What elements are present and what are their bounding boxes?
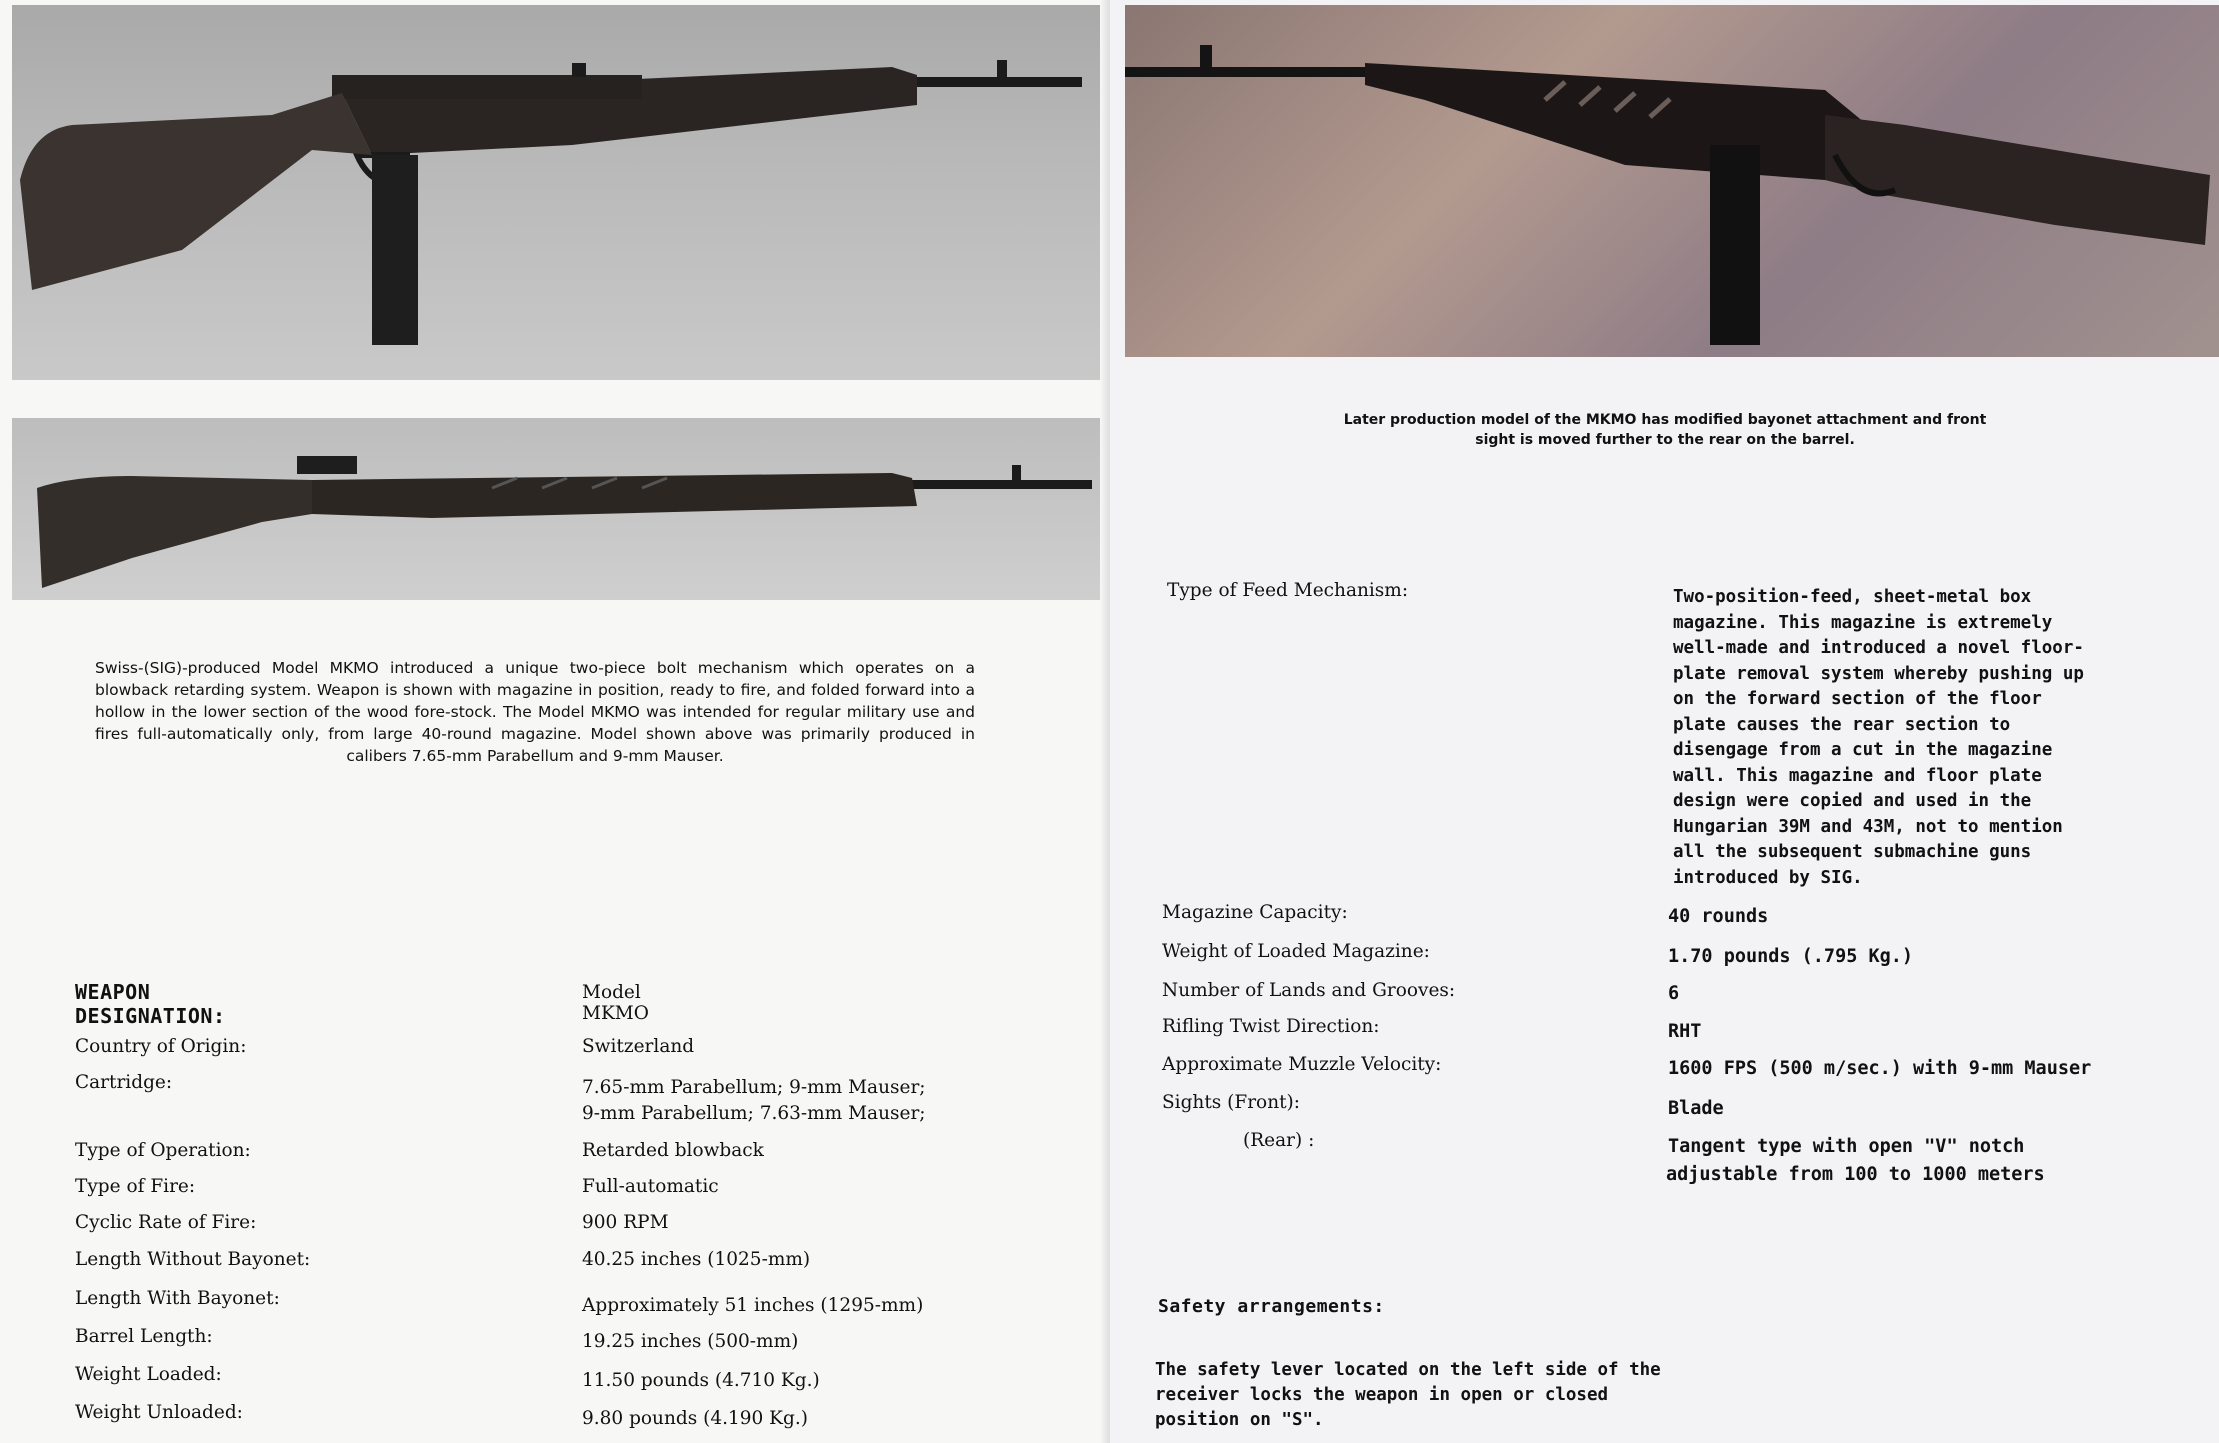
caption-left-photos: Swiss-(SIG)-produced Model MKMO introduced a unique two-piece bolt mechanism which operates on a blowback retarding system. Weapon is shown with magazine in position, ready to fire, and folded forward into a hollow in the lower section of the wood fore-stock. The Model MKMO was intended for regular military use and fires full-automatically only, from large 40-round magazine. Model shown above was primarily produced in calibers 7.65-mm Parabellum and 9-mm Mauser. bbox=[95, 659, 975, 765]
spec-label: Type of Operation: bbox=[75, 1140, 251, 1161]
rifle-drawing-top bbox=[12, 5, 1100, 380]
weapon-designation-label: WEAPON DESIGNATION: bbox=[75, 980, 226, 1028]
spec-label: Length Without Bayonet: bbox=[75, 1249, 311, 1270]
spec-value: 900 RPM bbox=[582, 1212, 669, 1233]
spec-value: 9-mm Parabellum; 7.63-mm Mauser; bbox=[582, 1103, 926, 1124]
spec-value: Retarded blowback bbox=[582, 1140, 764, 1161]
spec-label: Cyclic Rate of Fire: bbox=[75, 1212, 257, 1233]
spec-label: Country of Origin: bbox=[75, 1036, 247, 1057]
spec-value: 1.70 pounds (.795 Kg.) bbox=[1668, 946, 1914, 967]
rifle-drawing-right bbox=[1125, 5, 2219, 357]
spec-label: Barrel Length: bbox=[75, 1326, 213, 1347]
spec-label: Number of Lands and Grooves: bbox=[1162, 980, 1456, 1001]
spec-value: 1600 FPS (500 m/sec.) with 9-mm Mauser bbox=[1668, 1058, 2092, 1079]
spec-label: Weight Loaded: bbox=[75, 1364, 222, 1385]
spec-label: Rifling Twist Direction: bbox=[1162, 1016, 1380, 1037]
spec-value: adjustable from 100 to 1000 meters bbox=[1666, 1164, 2045, 1185]
spec-value: 19.25 inches (500-mm) bbox=[582, 1331, 799, 1352]
spec-value: Blade bbox=[1668, 1098, 1724, 1119]
spec-label: Weight Unloaded: bbox=[75, 1402, 243, 1423]
bleed-through-text bbox=[60, 830, 1090, 1430]
spec-value: 9.80 pounds (4.190 Kg.) bbox=[582, 1408, 808, 1429]
spec-value: RHT bbox=[1668, 1021, 1702, 1042]
spec-value: 6 bbox=[1668, 983, 1680, 1004]
spec-value: 40 rounds bbox=[1668, 906, 1769, 927]
spec-label: Type of Fire: bbox=[75, 1176, 196, 1197]
spec-value: Approximately 51 inches (1295-mm) bbox=[582, 1295, 924, 1316]
spec-value: Tangent type with open "V" notch bbox=[1668, 1136, 2025, 1157]
spec-value: 7.65-mm Parabellum; 9-mm Mauser; bbox=[582, 1077, 926, 1098]
spec-label: Weight of Loaded Magazine: bbox=[1162, 941, 1430, 962]
spec-value: Full-automatic bbox=[582, 1176, 719, 1197]
safety-arrangements-description: The safety lever located on the left side of the receiver locks the weapon in open or closed position on "S". bbox=[1155, 1360, 1661, 1430]
weapon-designation-value: Model MKMO bbox=[582, 982, 649, 1024]
spec-value: Switzerland bbox=[582, 1036, 695, 1057]
photo-mkmo-magazine-in-position bbox=[12, 5, 1100, 380]
feed-mechanism-label: Type of Feed Mechanism: bbox=[1167, 580, 1409, 601]
feed-mechanism-description: Two-position-feed, sheet-metal box magazine. This magazine is extremely well-made and introduced a novel floor-plate removal system whereby pushing up on the forward section of the floor plate causes the rear section to disengage from a cut in the magazine wall. This magazine and floor plate design were copied and used in the Hungarian 39M and 43M, not to mention all the subsequent submachine guns introduced by SIG. bbox=[1673, 587, 2084, 888]
photo-mkmo-magazine-folded bbox=[12, 418, 1100, 600]
spec-value: 11.50 pounds (4.710 Kg.) bbox=[582, 1370, 820, 1391]
spec-label: Magazine Capacity: bbox=[1162, 902, 1348, 923]
spec-label: Approximate Muzzle Velocity: bbox=[1162, 1054, 1442, 1075]
right-page bbox=[1110, 0, 2219, 1443]
photo-mkmo-later-production bbox=[1125, 5, 2219, 357]
spec-label: Sights (Front): bbox=[1162, 1092, 1300, 1113]
caption-right-photo: Later production model of the MKMO has modified bayonet attachment and front sight is moved further to the rear on the barrel. bbox=[1343, 412, 1987, 448]
spec-value: 40.25 inches (1025-mm) bbox=[582, 1249, 811, 1270]
spec-label: Cartridge: bbox=[75, 1072, 173, 1093]
bleed-through-text bbox=[1120, 360, 2210, 1440]
rifle-drawing-bottom bbox=[12, 418, 1100, 600]
spec-label: Length With Bayonet: bbox=[75, 1288, 280, 1309]
spec-label: (Rear) : bbox=[1243, 1130, 1315, 1151]
safety-arrangements-label: Safety arrangements: bbox=[1158, 1296, 1385, 1317]
